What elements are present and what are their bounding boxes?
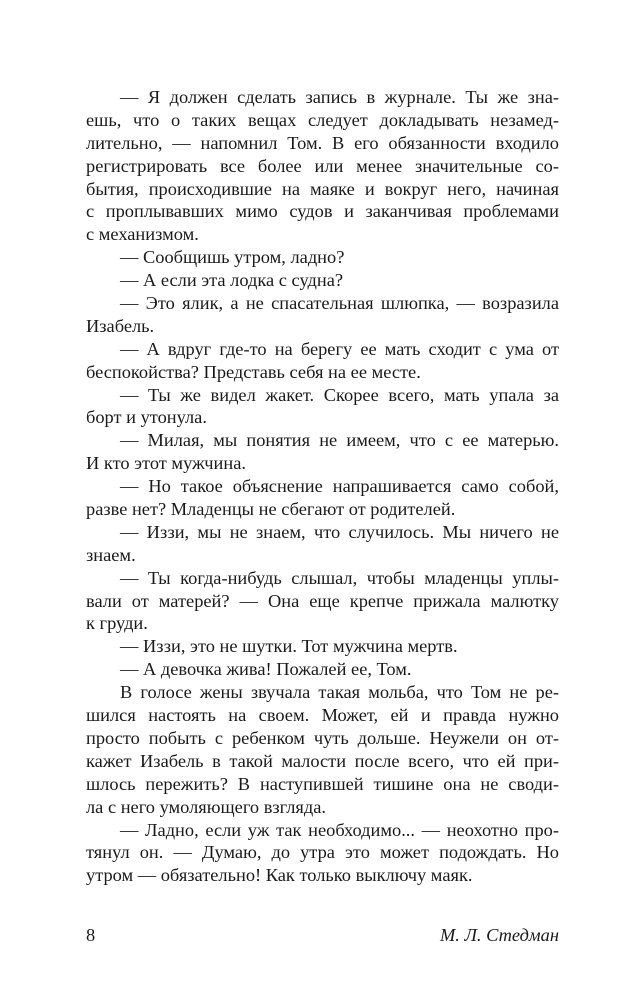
text-line: тянул он. — Думаю, до утра это может подождать. Но: [86, 842, 559, 863]
text-line: — А если эта лодка с судна?: [120, 270, 344, 291]
text-line: В голосе жены звучала такая мольба, что Том не ре-: [120, 682, 559, 703]
text-line: борт и утонула.: [86, 407, 207, 428]
text-line: — Ты же видел жакет. Скорее всего, мать упала за: [120, 384, 559, 405]
text-line: разве нет? Младенцы не сбегают от родителей.: [86, 499, 456, 520]
text-line: с проплывавших мимо судов и заканчивая проблемами: [86, 201, 559, 222]
text-line: — Это ялик, а не спасательная шлюпка, — возразила: [120, 293, 559, 314]
text-line: ешь, что о таких вещах следует докладывать незамед-: [86, 109, 559, 130]
text-line: Изабель.: [86, 315, 155, 336]
text-line: беспокойства? Представь себя на ее месте.: [86, 361, 421, 382]
text-line: лительно, — напомнил Том. В его обязанности входило: [86, 132, 559, 153]
body-text: [86, 86, 559, 887]
text-line: бытия, происходившие на маяке и вокруг него, начиная: [86, 178, 559, 199]
text-line: — Иззи, это не шутки. Тот мужчина мертв.: [120, 636, 458, 657]
text-line: утром — обязательно! Как только выключу маяк.: [86, 865, 473, 886]
running-author: М. Л. Стедман: [439, 925, 559, 945]
text-line: просто побыть с ребенком чуть дольше. Неужели он от-: [86, 727, 559, 748]
text-line: — Ладно, если уж так необходимо... — неохотно про-: [120, 819, 559, 840]
text-line: — А вдруг где-то на берегу ее мать сходит с ума от: [120, 338, 559, 359]
text-line: — А девочка жива! Пожалей ее, Том.: [120, 659, 412, 680]
text-line: вали от матерей? — Она еще крепче прижала малютку: [86, 590, 559, 611]
page-number: 8: [86, 925, 96, 945]
text-line: — Но такое объяснение напрашивается само собой,: [120, 476, 559, 497]
text-line: — Иззи, мы не знаем, что случилось. Мы ничего не: [120, 521, 559, 542]
text-line: — Ты когда-нибудь слышал, чтобы младенцы уплы-: [120, 567, 559, 588]
text-line: — Я должен сделать запись в журнале. Ты же зна-: [120, 87, 559, 107]
text-line: шлось пережить? В наступившей тишине она не своди-: [86, 773, 559, 794]
text-line: знаем.: [86, 544, 136, 565]
text-line: И кто этот мужчина.: [86, 453, 246, 474]
text-line: кажет Изабель в такой малости после всего, что ей при-: [86, 750, 559, 771]
text-line: шился настоять на своем. Может, ей и правда нужно: [86, 705, 559, 726]
text-line: регистрировать все более или менее значительные со-: [86, 155, 559, 176]
text-line: — Сообщишь утром, ладно?: [120, 247, 345, 268]
text-line: ла с него умоляющего взгляда.: [86, 796, 327, 817]
text-line: к груди.: [86, 613, 148, 634]
text-line: с механизмом.: [86, 224, 199, 245]
text-line: — Милая, мы понятия не имеем, что с ее матерью.: [120, 430, 559, 451]
